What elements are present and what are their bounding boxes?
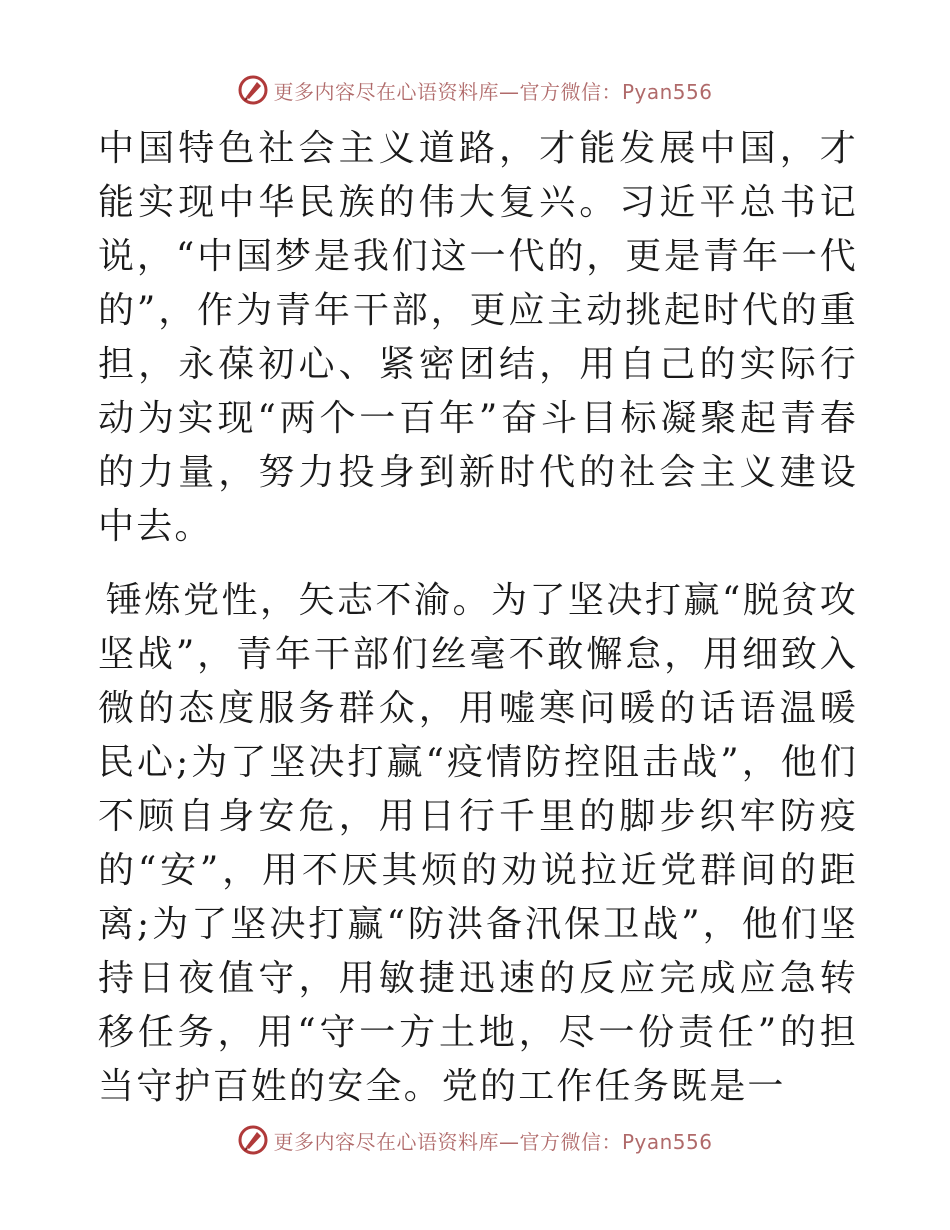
pen-nib-logo-icon [237, 1124, 269, 1156]
footer-banner [0, 1120, 950, 1160]
document-body [98, 122, 858, 1114]
paragraph-2: 锤炼党性，矢志不渝。为了坚决打赢“脱贫攻坚战”，青年干部们丝毫不敢懈怠，用细致入微的态度服务群众，用嘘寒问暖的话语温暖民心;为了坚决打赢“疫情防控阻击战”，他们不顾自身安危，用日行千里的脚步织牢防疫的“安”，用不厌其烦的劝说拉近党群间的距离;为了坚决打赢“防洪备汛保卫战”，他们坚持日夜值守，用敏捷迅速的反应完成应急转移任务，用“守一方土地，尽一份责任”的担当守护百姓的安全。党的工作任务既是一 [98, 580, 858, 1107]
header-banner [0, 70, 950, 110]
footer-banner-text: 更多内容尽在心语资料库—官方微信：Pyan556 [273, 1129, 713, 1154]
paragraph-1: 中国特色社会主义道路，才能发展中国，才能实现中华民族的伟大复兴。习近平总书记说，“中国梦是我们这一代的，更是青年一代的”，作为青年干部，更应主动挑起时代的重担，永葆初心、紧密团结，用自己的实际行动为实现“两个一百年”奋斗目标凝聚起青春的力量，努力投身到新时代的社会主义建设中去。 [98, 128, 858, 547]
pen-nib-logo-icon [237, 74, 269, 106]
header-banner-text: 更多内容尽在心语资料库—官方微信：Pyan556 [273, 79, 713, 104]
